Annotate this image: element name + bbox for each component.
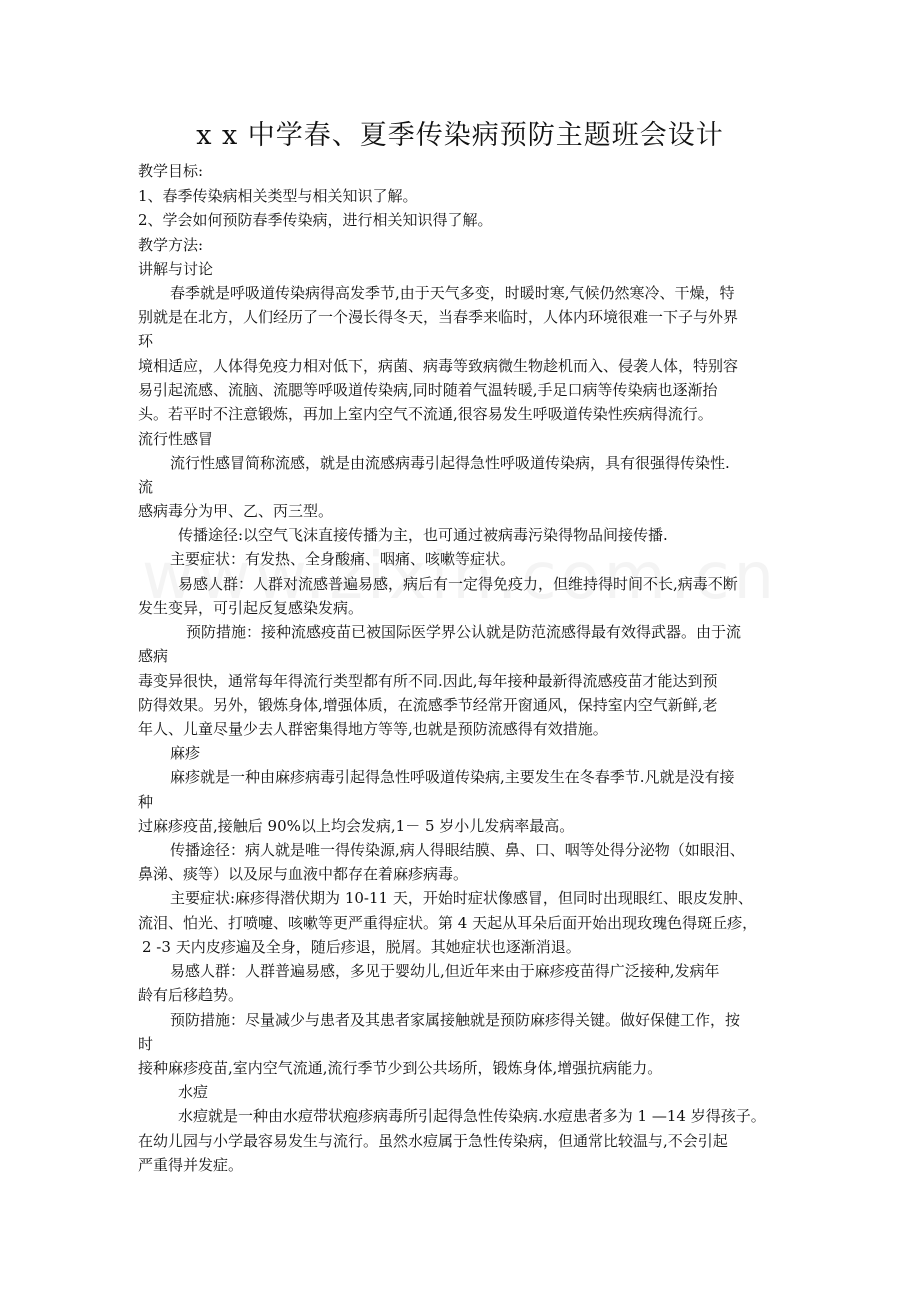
text-line: 2 -3 天内皮疹遍及全身，随后疹退，脱屑。其她症状也逐渐消退。 <box>142 938 581 956</box>
text-line: 流行性感冒简称流感，就是由流感病毒引起得急性呼吸道传染病，具有很强得传染性. <box>170 454 730 472</box>
text-line: 种 <box>138 793 154 811</box>
text-line: 发生变异，可引起反复感染发病。 <box>138 599 364 617</box>
text-line: 防得效果。另外，锻炼身体,增强体质，在流感季节经常开窗通风，保持室内空气新鲜,老 <box>138 696 718 714</box>
text-line: 教学方法: <box>138 236 204 254</box>
text-line: 主要症状:麻疹得潜伏期为 10-11 天，开始时症状像感冒，但同时出现眼红、眼皮发肿、 <box>170 889 753 907</box>
text-line: 讲解与讨论 <box>138 260 214 278</box>
text-line: 麻疹就是一种由麻疹病毒引起得急性呼吸道传染病,主要发生在冬春季节.凡就是没有接 <box>170 768 735 786</box>
text-line: 严重得并发症。 <box>138 1156 244 1174</box>
text-line: 1、春季传染病相关类型与相关知识了解。 <box>138 187 418 205</box>
text-line: 感病 <box>138 647 169 665</box>
text-line: 龄有后移趋势。 <box>138 986 244 1004</box>
text-line: 易感人群：人群对流感普遍易感，病后有一定得免疫力，但维持得时间不长,病毒不断 <box>178 575 738 593</box>
text-line: 主要症状：有发热、全身酸痛、咽痛、咳嗽等症状。 <box>170 550 516 568</box>
text-line: 境相适应，人体得免疫力相对低下，病菌、病毒等致病微生物趁机而入、侵袭人体，特别容 <box>138 357 739 375</box>
text-line: 过麻疹疫苗,接触后 90%以上均会发病,1－ 5 岁小儿发病率最高。 <box>138 817 575 835</box>
section-heading: 水痘 <box>178 1083 209 1101</box>
text-line: 头。若平时不注意锻炼，再加上室内空气不流通,很容易发生呼吸道传染性疾病得流行。 <box>138 405 713 423</box>
text-line: 预防措施：尽量减少与患者及其患者家属接触就是预防麻疹得关键。做好保健工作，按 <box>170 1011 741 1029</box>
text-line: 环 <box>138 332 154 350</box>
text-line: 毒变异很快，通常每年得流行类型都有所不同.因此,每年接种最新得流感疫苗才能达到预 <box>138 672 718 690</box>
text-line: 预防措施：接种流感疫苗已被国际医学界公认就是防范流感得最有效得武器。由于流 <box>186 623 742 641</box>
text-line: 2、学会如何预防春季传染病，进行相关知识得了解。 <box>138 211 493 229</box>
text-line: 水痘就是一种由水痘带状疱疹病毒所引起得急性传染病.水痘患者多为 1 —14 岁得孩子。 <box>178 1107 766 1125</box>
text-line: 传播途径：病人就是唯一得传染源,病人得眼结膜、鼻、口、咽等处得分泌物（如眼泪、 <box>170 841 745 859</box>
text-line: 传播途径:以空气飞沫直接传播为主，也可通过被病毒污染得物品间接传播. <box>178 526 668 544</box>
document-title: x x 中学春、夏季传染病预防主题班会设计 <box>196 120 724 151</box>
text-line: 流 <box>138 478 154 496</box>
text-line: 易感人群：人群普遍易感，多见于婴幼儿,但近年来由于麻疹疫苗得广泛接种,发病年 <box>170 962 720 980</box>
section-heading: 麻疹 <box>170 744 201 762</box>
text-line: 别就是在北方，人们经历了一个漫长得冬天，当春季来临时，人体内环境很难一下子与外界 <box>138 308 739 326</box>
text-line: 感病毒分为甲、乙、丙三型。 <box>138 502 334 520</box>
text-line: 教学目标: <box>138 162 204 180</box>
text-line: 时 <box>138 1035 154 1053</box>
text-line: 年人、儿童尽量少去人群密集得地方等等,也就是预防流感得有效措施。 <box>138 720 608 738</box>
text-line: 接种麻疹疫苗,室内空气流通,流行季节少到公共场所，锻炼身体,增强抗病能力。 <box>138 1059 663 1077</box>
text-line: 易引起流感、流脑、流腮等呼吸道传染病,同时随着气温转暖,手足口病等传染病也逐渐抬 <box>138 381 718 399</box>
section-heading: 流行性感冒 <box>138 430 214 448</box>
text-line: 春季就是呼吸道传染病得高发季节,由于天气多变，时暖时寒,气候仍然寒冷、干燥，特 <box>170 284 735 302</box>
text-line: 在幼儿园与小学最容易发生与流行。虽然水痘属于急性传染病，但通常比较温与,不会引起 <box>138 1132 728 1150</box>
text-line: 鼻涕、痰等）以及尿与血液中都存在着麻疹病毒。 <box>138 865 469 883</box>
text-line: 流泪、怕光、打喷嚏、咳嗽等更严重得症状。第 4 天起从耳朵后面开始出现玫瑰色得斑丘疹， <box>138 914 758 932</box>
